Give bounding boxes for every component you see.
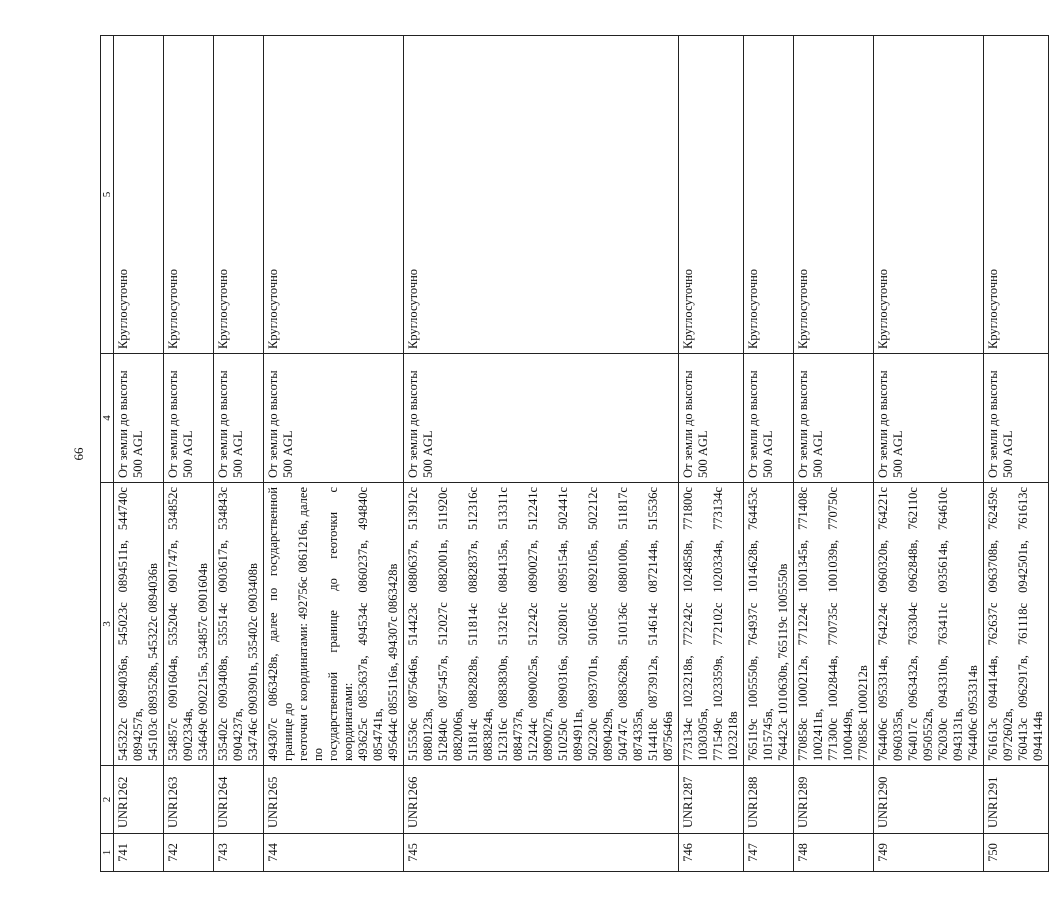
zone-schedule: Круглосуточно [984, 36, 1049, 354]
zone-altitude: От земли до высоты 500 AGL [264, 354, 404, 483]
row-number: 742 [164, 834, 214, 872]
row-number: 747 [744, 834, 794, 872]
row-number: 743 [214, 834, 264, 872]
zone-code: UNR1264 [214, 766, 264, 834]
table-row [744, 36, 794, 872]
zone-altitude: От земли до высоты 500 AGL [984, 354, 1049, 483]
zone-code: UNR1263 [164, 766, 214, 834]
row-number: 748 [794, 834, 874, 872]
zone-coordinates: 515536с 0875646в, 514423с 0880637в, 513912с 0880123в, 512840с 0875457в, 512027с 0882001в, 511920с 0882006в, 511814с 0882828в, 511814с 0882837в, 512316с 0883824в, 512316с 0883830в, 513216с 0884135в, 513311с 0884737в, 512244с 0890025в, 512242с 0890027в, 512241с 0890027в, 510250с 0890316в, 502801с 0895154в, 502441с 0894911в, 502230с 0893701в, 501605с 0892105в, 502212с 0890429в, 504747с 0883628в, 510136с 0880100в, 511817с 0874335в, 514418с 0873912в, 514614с 0872144в, 515536с 0875646в [404, 483, 679, 766]
zone-coordinates: 535402с 0903408в, 535514с 0903617в, 534843с 0904237в, 534746с 0903901в, 535402с 0903408в [214, 483, 264, 766]
row-number: 745 [404, 834, 679, 872]
zone-code: UNR1262 [114, 766, 164, 834]
zone-schedule: Круглосуточно [404, 36, 679, 354]
zone-altitude: От земли до высоты 500 AGL [114, 354, 164, 483]
zone-code: UNR1287 [679, 766, 744, 834]
table-row [874, 36, 984, 872]
table-row [264, 36, 404, 872]
zone-schedule: Круглосуточно [264, 36, 404, 354]
page-number: 66 [71, 447, 86, 461]
zone-coordinates: 765119с 1005550в, 764937с 1014628в, 764453с 1015745в, 764423с 1010630в, 765119с 1005550в [744, 483, 794, 766]
zone-code: UNR1291 [984, 766, 1049, 834]
table-row [164, 36, 214, 872]
rotated-content [66, 36, 1045, 872]
zone-altitude: От земли до высоты 500 AGL [744, 354, 794, 483]
zone-code: UNR1288 [744, 766, 794, 834]
zone-schedule: Круглосуточно [874, 36, 984, 354]
table-header-row [101, 36, 114, 872]
zone-code: UNR1265 [264, 766, 404, 834]
zone-altitude: От земли до высоты 500 AGL [794, 354, 874, 483]
header-col-1: 1 [101, 834, 114, 872]
row-number: 750 [984, 834, 1049, 872]
zone-schedule: Круглосуточно [794, 36, 874, 354]
row-number: 744 [264, 834, 404, 872]
table-row [214, 36, 264, 872]
zone-schedule: Круглосуточно [214, 36, 264, 354]
zone-code: UNR1266 [404, 766, 679, 834]
zone-coordinates: 773134с 1023218в, 772242с 1024858в, 771800с 1030305в, 771549с 1023359в, 772102с 1020334в, 773134с 1023218в [679, 483, 744, 766]
zone-coordinates: 761613с 0944144в, 762637с 0963708в, 762459с 0972602в, 760413с 0962917в, 761118с 0942501в, 761613с 0944144в [984, 483, 1049, 766]
table-row [679, 36, 744, 872]
zone-altitude: От земли до высоты 500 AGL [214, 354, 264, 483]
zone-altitude: От земли до высоты 500 AGL [874, 354, 984, 483]
zone-altitude: От земли до высоты 500 AGL [404, 354, 679, 483]
table-row [984, 36, 1049, 872]
zone-coordinates: 494307с 0863428в, далее по государственной границе до геоточки с координатами: 492756с 0861216в, далее по государственной границе до геоточки с координатами: 493625с 0853637в, 494534с 0860237в, 494840с 0854741в, 495644с 0855116в, 494307с 0863428в [264, 483, 404, 766]
header-col-3: 3 [101, 483, 114, 766]
row-number: 741 [114, 834, 164, 872]
zone-schedule: Круглосуточно [114, 36, 164, 354]
zone-code: UNR1289 [794, 766, 874, 834]
table-row [404, 36, 679, 872]
zone-coordinates: 545322с 0894036в, 545023с 0894511в, 544740с 0894257в, 545103с 0893528в, 545322с 0894036в [114, 483, 164, 766]
table-row [794, 36, 874, 872]
row-number: 746 [679, 834, 744, 872]
zone-altitude: От земли до высоты 500 AGL [164, 354, 214, 483]
header-col-5: 5 [101, 36, 114, 354]
zone-coordinates: 534857с 0901604в, 535204с 0901747в, 534852с 0902334в, 534649с 0902215в, 534857с 0901604в [164, 483, 214, 766]
zone-schedule: Круглосуточно [744, 36, 794, 354]
restricted-areas-table [100, 35, 1049, 872]
zone-coordinates: 764406с 0953314в, 764224с 0960320в, 764221с 0960335в, 764017с 0963432в, 763304с 0962848в, 762110с 0950552в, 762030с 0943310в, 763411с 0935614в, 764610с 0943131в, 764406с 0953314в [874, 483, 984, 766]
table-row [114, 36, 164, 872]
row-number: 749 [874, 834, 984, 872]
zone-code: UNR1290 [874, 766, 984, 834]
header-col-2: 2 [101, 766, 114, 834]
zone-coordinates: 770858с 1000212в, 771224с 1001345в, 771408с 1002411в, 771300с 1002844в, 770735с 1001039в, 770750с 1000449в, 770858с 1000212в [794, 483, 874, 766]
zone-schedule: Круглосуточно [679, 36, 744, 354]
header-col-4: 4 [101, 354, 114, 483]
zone-schedule: Круглосуточно [164, 36, 214, 354]
zone-altitude: От земли до высоты 500 AGL [679, 354, 744, 483]
